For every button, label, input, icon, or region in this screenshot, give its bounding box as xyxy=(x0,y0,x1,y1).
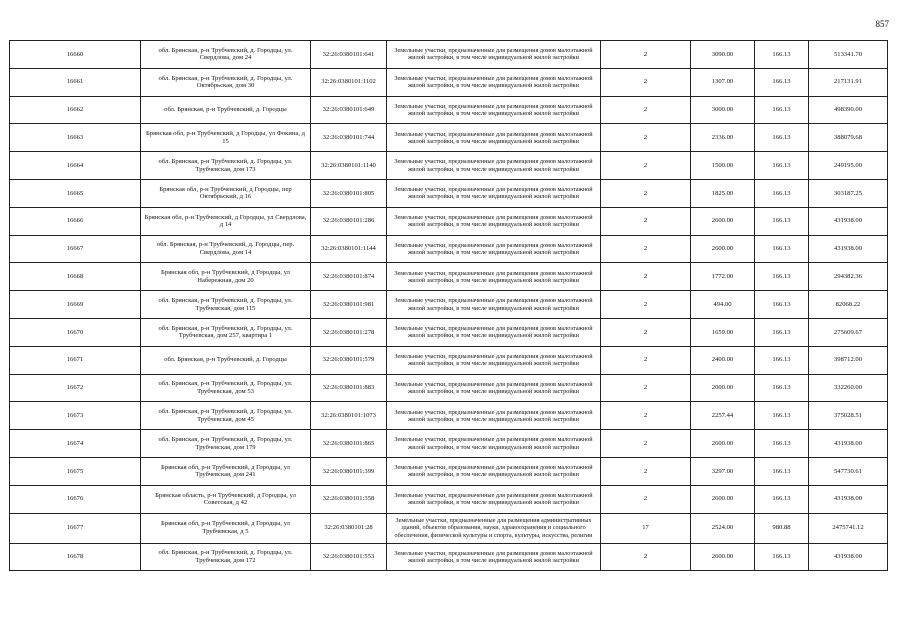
table-row xyxy=(10,179,888,207)
row-number-cell: 16676 xyxy=(10,485,141,513)
table-row xyxy=(10,207,888,235)
cadastral-value-cell: 249195.00 xyxy=(809,152,888,180)
cadastral-number-cell: 32:26:0380101:286 xyxy=(311,207,387,235)
table-row xyxy=(10,96,888,124)
cadastral-number-cell: 32:26:0380101:278 xyxy=(311,318,387,346)
cadastral-value-cell: 388079.68 xyxy=(809,124,888,152)
area-cell: 2600.00 xyxy=(691,485,755,513)
use-code-cell: 2 xyxy=(601,124,691,152)
unit-value-cell: 166.13 xyxy=(755,179,809,207)
row-number-cell: 16671 xyxy=(10,346,141,374)
cadastral-number-cell: 32:26:0380101:874 xyxy=(311,263,387,291)
table-row xyxy=(10,41,888,69)
use-code-cell: 2 xyxy=(601,402,691,430)
cadastral-value-cell: 332260.00 xyxy=(809,374,888,402)
address-cell: обл. Брянская, р-н Трубчевский, д. Городцы, ул. Свердлова, дом 24 xyxy=(141,41,311,69)
table-row xyxy=(10,402,888,430)
unit-value-cell: 166.13 xyxy=(755,291,809,319)
page-number: 857 xyxy=(875,19,889,29)
use-code-cell: 2 xyxy=(601,543,691,571)
cadastral-value-cell: 398712.00 xyxy=(809,346,888,374)
cadastral-value-cell: 275609.67 xyxy=(809,318,888,346)
area-cell: 1307.00 xyxy=(691,68,755,96)
cadastral-number-cell: 32:26:0380101:579 xyxy=(311,346,387,374)
cadastral-number-cell: 32:26:0380101:1073 xyxy=(311,402,387,430)
row-number-cell: 16663 xyxy=(10,124,141,152)
use-code-cell: 2 xyxy=(601,318,691,346)
use-code-cell: 17 xyxy=(601,513,691,543)
cadastral-number-cell: 32:26:0380101:883 xyxy=(311,374,387,402)
table-row xyxy=(10,457,888,485)
area-cell: 3090.00 xyxy=(691,41,755,69)
table-row xyxy=(10,543,888,571)
area-cell: 2524.00 xyxy=(691,513,755,543)
address-cell: обл. Брянская, р-н Трубчевский, д. Городцы, ул. Трубчевская, дом 173 xyxy=(141,152,311,180)
unit-value-cell: 166.13 xyxy=(755,207,809,235)
table-row xyxy=(10,430,888,458)
row-number-cell: 16670 xyxy=(10,318,141,346)
area-cell: 2600.00 xyxy=(691,430,755,458)
row-number-cell: 16666 xyxy=(10,207,141,235)
address-cell: обл. Брянская, р-н Трубчевский, д. Городцы xyxy=(141,346,311,374)
land-use-purpose-cell: Земельные участки, предназначенные для размещения домов малоэтажной жилой застройки, в том числе индивидуальной жилой застройки xyxy=(387,179,601,207)
area-cell: 1825.00 xyxy=(691,179,755,207)
unit-value-cell: 166.13 xyxy=(755,485,809,513)
row-number-cell: 16677 xyxy=(10,513,141,543)
area-cell: 1500.00 xyxy=(691,152,755,180)
area-cell: 2600.00 xyxy=(691,235,755,263)
unit-value-cell: 166.13 xyxy=(755,263,809,291)
address-cell: обл. Брянская, р-н Трубчевский, д. Городцы, ул. Трубчевская, дом 115 xyxy=(141,291,311,319)
use-code-cell: 2 xyxy=(601,179,691,207)
cadastral-number-cell: 32:26:0380101:805 xyxy=(311,179,387,207)
table-row xyxy=(10,291,888,319)
cadastral-number-cell: 32:26:0380101:744 xyxy=(311,124,387,152)
land-use-purpose-cell: Земельные участки, предназначенные для размещения домов малоэтажной жилой застройки, в том числе индивидуальной жилой застройки xyxy=(387,402,601,430)
table-row xyxy=(10,513,888,543)
area-cell: 1659.00 xyxy=(691,318,755,346)
address-cell: Брянская область, р-н Трубчевский, д Городцы, ул Советская, д 42 xyxy=(141,485,311,513)
use-code-cell: 2 xyxy=(601,152,691,180)
row-number-cell: 16667 xyxy=(10,235,141,263)
cadastral-number-cell: 32:26:0380101:28 xyxy=(311,513,387,543)
unit-value-cell: 166.13 xyxy=(755,374,809,402)
use-code-cell: 2 xyxy=(601,430,691,458)
area-cell: 2600.00 xyxy=(691,207,755,235)
row-number-cell: 16661 xyxy=(10,68,141,96)
land-use-purpose-cell: Земельные участки, предназначенные для размещения домов малоэтажной жилой застройки, в том числе индивидуальной жилой застройки xyxy=(387,263,601,291)
cadastral-value-cell: 82068.22 xyxy=(809,291,888,319)
table-row xyxy=(10,68,888,96)
unit-value-cell: 166.13 xyxy=(755,318,809,346)
address-cell: обл. Брянская, р-н Трубчевский, д. Городцы, ул. Трубчевская, дом 257, квартира 1 xyxy=(141,318,311,346)
land-use-purpose-cell: Земельные участки, предназначенные для размещения домов малоэтажной жилой застройки, в том числе индивидуальной жилой застройки xyxy=(387,291,601,319)
address-cell: обл. Брянская, р-н Трубчевский, д. Городцы, ул. Трубчевская, дом 45 xyxy=(141,402,311,430)
table-row xyxy=(10,318,888,346)
unit-value-cell: 166.13 xyxy=(755,96,809,124)
land-use-purpose-cell: Земельные участки, предназначенные для размещения домов малоэтажной жилой застройки, в том числе индивидуальной жилой застройки xyxy=(387,457,601,485)
unit-value-cell: 166.13 xyxy=(755,235,809,263)
land-use-purpose-cell: Земельные участки, предназначенные для размещения домов малоэтажной жилой застройки, в том числе индивидуальной жилой застройки xyxy=(387,543,601,571)
land-use-purpose-cell: Земельные участки, предназначенные для размещения домов малоэтажной жилой застройки, в том числе индивидуальной жилой застройки xyxy=(387,374,601,402)
cadastral-value-cell: 375028.51 xyxy=(809,402,888,430)
use-code-cell: 2 xyxy=(601,263,691,291)
cadastral-value-cell: 217131.91 xyxy=(809,68,888,96)
row-number-cell: 16665 xyxy=(10,179,141,207)
use-code-cell: 2 xyxy=(601,68,691,96)
cadastral-value-cell: 547730.61 xyxy=(809,457,888,485)
cadastral-value-cell: 431938.00 xyxy=(809,543,888,571)
cadastral-number-cell: 32:26:0380101:865 xyxy=(311,430,387,458)
table-row xyxy=(10,152,888,180)
cadastral-number-cell: 32:26:0380101:641 xyxy=(311,41,387,69)
cadastral-number-cell: 32:26:0380101:553 xyxy=(311,543,387,571)
land-use-purpose-cell: Земельные участки, предназначенные для размещения домов малоэтажной жилой застройки, в том числе индивидуальной жилой застройки xyxy=(387,124,601,152)
area-cell: 2400.00 xyxy=(691,346,755,374)
use-code-cell: 2 xyxy=(601,485,691,513)
cadastral-value-cell: 431938.00 xyxy=(809,235,888,263)
unit-value-cell: 166.13 xyxy=(755,124,809,152)
use-code-cell: 2 xyxy=(601,41,691,69)
land-use-purpose-cell: Земельные участки, предназначенные для размещения домов малоэтажной жилой застройки, в том числе индивидуальной жилой застройки xyxy=(387,485,601,513)
area-cell: 2600.00 xyxy=(691,543,755,571)
row-number-cell: 16664 xyxy=(10,152,141,180)
address-cell: обл. Брянская, р-н Трубчевский, д. Городцы, пер. Свердлова, дом 14 xyxy=(141,235,311,263)
cadastral-value-cell: 431938.00 xyxy=(809,485,888,513)
unit-value-cell: 166.13 xyxy=(755,402,809,430)
area-cell: 2000.00 xyxy=(691,374,755,402)
cadastral-number-cell: 32:26:0380101:358 xyxy=(311,485,387,513)
row-number-cell: 16678 xyxy=(10,543,141,571)
use-code-cell: 2 xyxy=(601,291,691,319)
row-number-cell: 16662 xyxy=(10,96,141,124)
land-use-purpose-cell: Земельные участки, предназначенные для размещения домов малоэтажной жилой застройки, в том числе индивидуальной жилой застройки xyxy=(387,235,601,263)
area-cell: 2257.44 xyxy=(691,402,755,430)
land-use-purpose-cell: Земельные участки, предназначенные для размещения домов малоэтажной жилой застройки, в том числе индивидуальной жилой застройки xyxy=(387,41,601,69)
cadastral-value-cell: 294382.36 xyxy=(809,263,888,291)
row-number-cell: 16673 xyxy=(10,402,141,430)
table-row xyxy=(10,235,888,263)
use-code-cell: 2 xyxy=(601,346,691,374)
address-cell: обл. Брянская, р-н Трубчевский, д. Городцы xyxy=(141,96,311,124)
cadastral-number-cell: 32:26:0380101:1144 xyxy=(311,235,387,263)
unit-value-cell: 166.13 xyxy=(755,543,809,571)
use-code-cell: 2 xyxy=(601,457,691,485)
cadastral-value-cell: 431938.00 xyxy=(809,207,888,235)
address-cell: Брянская обл, р-н Трубчевский, д Городцы, пер Октябрьский, д 16 xyxy=(141,179,311,207)
row-number-cell: 16669 xyxy=(10,291,141,319)
land-use-purpose-cell: Земельные участки, предназначенные для размещения домов малоэтажной жилой застройки, в том числе индивидуальной жилой застройки xyxy=(387,318,601,346)
cadastral-number-cell: 32:26:0380101:1102 xyxy=(311,68,387,96)
address-cell: Брянская обл, р-н Трубчевский, д Городцы, ул Трубчевская, дом 241 xyxy=(141,457,311,485)
cadastral-number-cell: 32:26:0380101:981 xyxy=(311,291,387,319)
cadastral-value-cell: 303187.25 xyxy=(809,179,888,207)
address-cell: обл. Брянская, р-н Трубчевский, д. Городцы, ул. Трубчевская, дом 172 xyxy=(141,543,311,571)
unit-value-cell: 166.13 xyxy=(755,457,809,485)
row-number-cell: 16675 xyxy=(10,457,141,485)
cadastral-value-cell: 513341.70 xyxy=(809,41,888,69)
row-number-cell: 16668 xyxy=(10,263,141,291)
cadastral-value-cell: 431938.00 xyxy=(809,430,888,458)
row-number-cell: 16672 xyxy=(10,374,141,402)
unit-value-cell: 980.88 xyxy=(755,513,809,543)
table-row xyxy=(10,124,888,152)
use-code-cell: 2 xyxy=(601,374,691,402)
address-cell: Брянская обл, р-н Трубчевский, д Городцы, ул Свердлова, д 14 xyxy=(141,207,311,235)
table-row xyxy=(10,263,888,291)
cadastral-number-cell: 32:26:0380101:399 xyxy=(311,457,387,485)
address-cell: Брянская обл, р-н Трубчевский, д Городцы, ул Трубчевская, д 5 xyxy=(141,513,311,543)
use-code-cell: 2 xyxy=(601,235,691,263)
area-cell: 494.00 xyxy=(691,291,755,319)
land-use-purpose-cell: Земельные участки, предназначенные для размещения домов малоэтажной жилой застройки, в том числе индивидуальной жилой застройки xyxy=(387,152,601,180)
address-cell: Брянская обл, р-н Трубчевский, д Городцы, ул Набережная, дом 20 xyxy=(141,263,311,291)
land-use-purpose-cell: Земельные участки, предназначенные для размещения домов малоэтажной жилой застройки, в том числе индивидуальной жилой застройки xyxy=(387,346,601,374)
row-number-cell: 16674 xyxy=(10,430,141,458)
use-code-cell: 2 xyxy=(601,207,691,235)
table-body xyxy=(10,41,888,571)
land-use-purpose-cell: Земельные участки, предназначенные для размещения домов малоэтажной жилой застройки, в том числе индивидуальной жилой застройки xyxy=(387,430,601,458)
table-row xyxy=(10,485,888,513)
address-cell: Брянская обл, р-н Трубчевский, д Городцы, ул Фокина, д 15 xyxy=(141,124,311,152)
address-cell: обл. Брянская, р-н Трубчевский, д. Городцы, ул. Трубчевская, дом 53 xyxy=(141,374,311,402)
table-row xyxy=(10,346,888,374)
land-use-purpose-cell: Земельные участки, предназначенные для размещения административных зданий, объектов образования, науки, здравоохранения и социального обеспечения, физической культуры и спорта, культуры, искусства, религии xyxy=(387,513,601,543)
use-code-cell: 2 xyxy=(601,96,691,124)
unit-value-cell: 166.13 xyxy=(755,68,809,96)
row-number-cell: 16660 xyxy=(10,41,141,69)
land-use-purpose-cell: Земельные участки, предназначенные для размещения домов малоэтажной жилой застройки, в том числе индивидуальной жилой застройки xyxy=(387,96,601,124)
unit-value-cell: 166.13 xyxy=(755,346,809,374)
table-row xyxy=(10,374,888,402)
area-cell: 2336.00 xyxy=(691,124,755,152)
unit-value-cell: 166.13 xyxy=(755,41,809,69)
land-use-purpose-cell: Земельные участки, предназначенные для размещения домов малоэтажной жилой застройки, в том числе индивидуальной жилой застройки xyxy=(387,207,601,235)
area-cell: 3000.00 xyxy=(691,96,755,124)
cadastral-value-cell: 498390.00 xyxy=(809,96,888,124)
land-registry-table xyxy=(9,40,888,571)
land-use-purpose-cell: Земельные участки, предназначенные для размещения домов малоэтажной жилой застройки, в том числе индивидуальной жилой застройки xyxy=(387,68,601,96)
unit-value-cell: 166.13 xyxy=(755,152,809,180)
area-cell: 1772.00 xyxy=(691,263,755,291)
address-cell: обл. Брянская, р-н Трубчевский, д. Городцы, ул. Трубчевская, дом 179 xyxy=(141,430,311,458)
address-cell: обл. Брянская, р-н Трубчевский, д. Городцы, ул. Октябрьская, дом 30 xyxy=(141,68,311,96)
area-cell: 3297.00 xyxy=(691,457,755,485)
cadastral-number-cell: 32:26:0380101:1140 xyxy=(311,152,387,180)
cadastral-value-cell: 2475741.12 xyxy=(809,513,888,543)
unit-value-cell: 166.13 xyxy=(755,430,809,458)
cadastral-number-cell: 32:26:0380101:649 xyxy=(311,96,387,124)
